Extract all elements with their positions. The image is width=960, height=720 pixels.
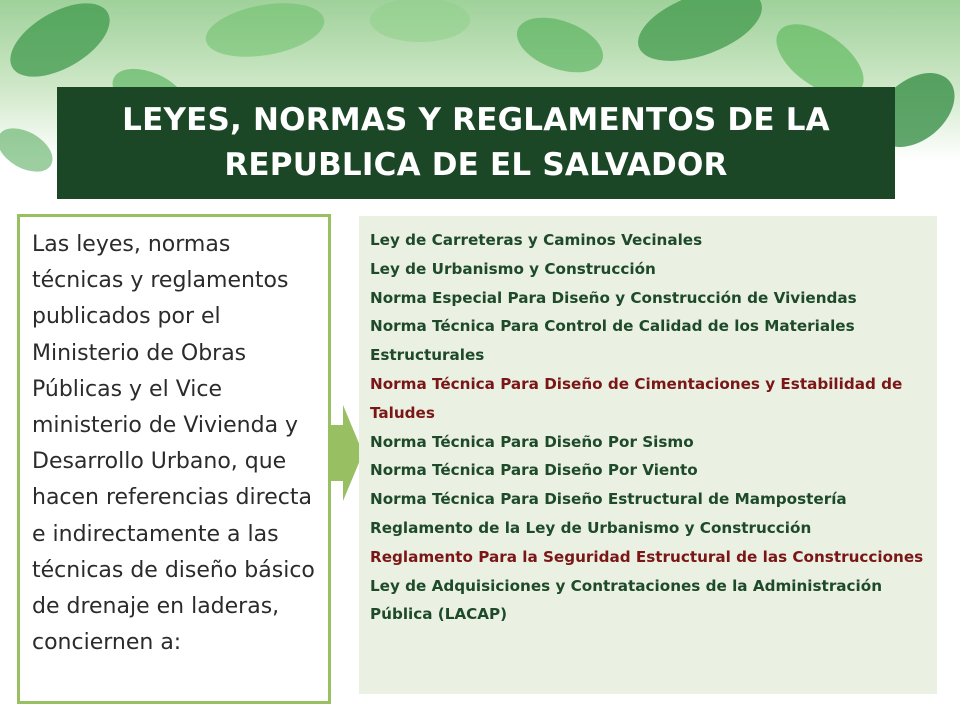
- list-item: Norma Técnica Para Control de Calidad de los Materiales Estructurales: [370, 317, 855, 365]
- list-item: Norma Especial Para Diseño y Construcción de Viviendas: [370, 288, 857, 307]
- list-item: Norma Técnica Para Diseño de Cimentaciones y Estabilidad de Taludes: [370, 374, 903, 422]
- list-item: Ley de Urbanismo y Construcción: [370, 259, 656, 278]
- list-item: Ley de Adquisiciones y Contrataciones de la Administración Pública (LACAP): [370, 576, 883, 624]
- title-banner: [57, 87, 895, 199]
- list-item: Reglamento Para la Seguridad Estructural de las Construcciones: [370, 547, 924, 566]
- page-title: LEYES, NORMAS Y REGLAMENTOS DE LA REPUBLICA DE EL SALVADOR: [122, 102, 830, 183]
- list-item: Norma Técnica Para Diseño Estructural de Mampostería: [370, 490, 847, 509]
- intro-box: [17, 214, 331, 704]
- list-item: Norma Técnica Para Diseño Por Viento: [370, 461, 698, 480]
- right-arrow-icon: [329, 405, 363, 501]
- list-item: Ley de Carreteras y Caminos Vecinales: [370, 231, 703, 249]
- intro-text: Las leyes, normas técnicas y reglamentos publicados por el Ministerio de Obras Públicas y el Vice ministerio de Vivienda y Desarrollo Urbano, que hacen referencias directa e indirectamente a las técnicas de diseño básico de drenaje en laderas, conciernen a:: [32, 232, 315, 656]
- regulations-list: [370, 226, 937, 629]
- list-item: Reglamento de la Ley de Urbanismo y Construcción: [370, 518, 812, 537]
- list-item: Norma Técnica Para Diseño Por Sismo: [370, 432, 694, 451]
- regulations-box: [359, 216, 937, 694]
